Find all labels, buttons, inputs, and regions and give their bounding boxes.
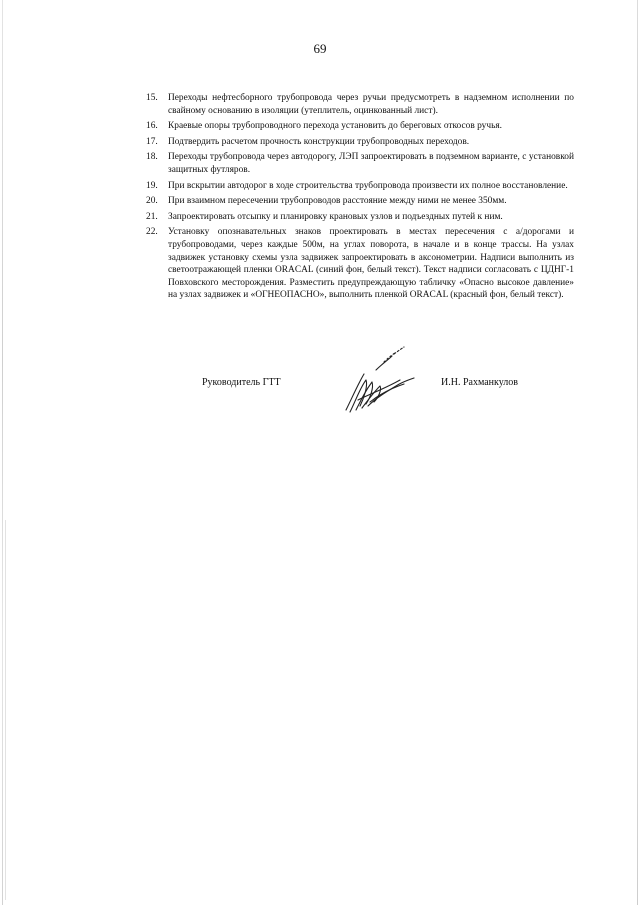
item-text: Установку опознавательных знаков проектировать в местах пересечения с а/дорогами и трубопроводами, через каждые 500м, на углах поворота, в начале и в конце трассы. На узлах задвижек установку схемы узла задвижек запроектировать в аксонометрии. Надписи выполнить из светоотражающей пленки ORACAL (синий фон, белый текст). Текст надписи согласовать с ЦДНГ-1 Повховского месторождения. Разместить предупреждающую табличку «Опасно высокое давление» на узлах задвижек и «ОГНЕОПАСНО», выполнить пленкой ORACAL (красный фон, белый текст).: [168, 227, 574, 301]
list-item-16: [146, 120, 574, 133]
scan-edge-left-inner: [5, 520, 6, 900]
item-number: 15.: [146, 93, 158, 103]
item-number: 18.: [146, 152, 158, 163]
signer-role: Руководитель ГТТ: [202, 377, 281, 388]
scan-edge-left: [2, 0, 3, 905]
item-text: Краевые опоры трубопроводного перехода установить до береговых откосов ручья.: [168, 121, 502, 132]
list-item-15: [146, 92, 574, 117]
list-item-17: [146, 136, 574, 149]
item-number: 22.: [146, 227, 158, 238]
item-number: 16.: [146, 121, 158, 132]
list-item-21: [146, 211, 574, 224]
list-item-20: [146, 195, 574, 208]
item-number: 17.: [146, 136, 158, 147]
item-text: Запроектировать отсыпку и планировку крановых узлов и подъездных путей к ним.: [168, 211, 503, 222]
signer-name: И.Н. Рахманкулов: [441, 377, 518, 388]
item-text: Подтвердить расчетом прочность конструкции трубопроводных переходов.: [168, 136, 470, 147]
item-text: При взаимном пересечении трубопроводов расстояние между ними не менее 350мм.: [168, 196, 507, 207]
item-text: Переходы нефтесборного трубопровода через ручьи предусмотреть в надземном исполнении по свайному основанию в изоляции (утеплитель, оцинкованный лист).: [168, 93, 574, 116]
item-number: 19.: [146, 180, 158, 191]
item-text: Переходы трубопровода через автодорогу, ЛЭП запроектировать в подземном варианте, с установкой защитных футляров.: [168, 152, 574, 175]
handwritten-signature: [330, 340, 430, 420]
list-item-18: [146, 151, 574, 176]
list-item-22: [146, 226, 574, 302]
item-text: При вскрытии автодорог в ходе строительства трубопровода произвести их полное восстановление.: [168, 180, 568, 191]
page-number: 69: [313, 41, 327, 56]
list-item-19: [146, 180, 574, 193]
signature-block: [0, 377, 640, 397]
requirements-list: [146, 92, 574, 305]
item-number: 20.: [146, 196, 158, 207]
item-number: 21.: [146, 211, 158, 222]
scan-edge-right: [637, 0, 638, 905]
